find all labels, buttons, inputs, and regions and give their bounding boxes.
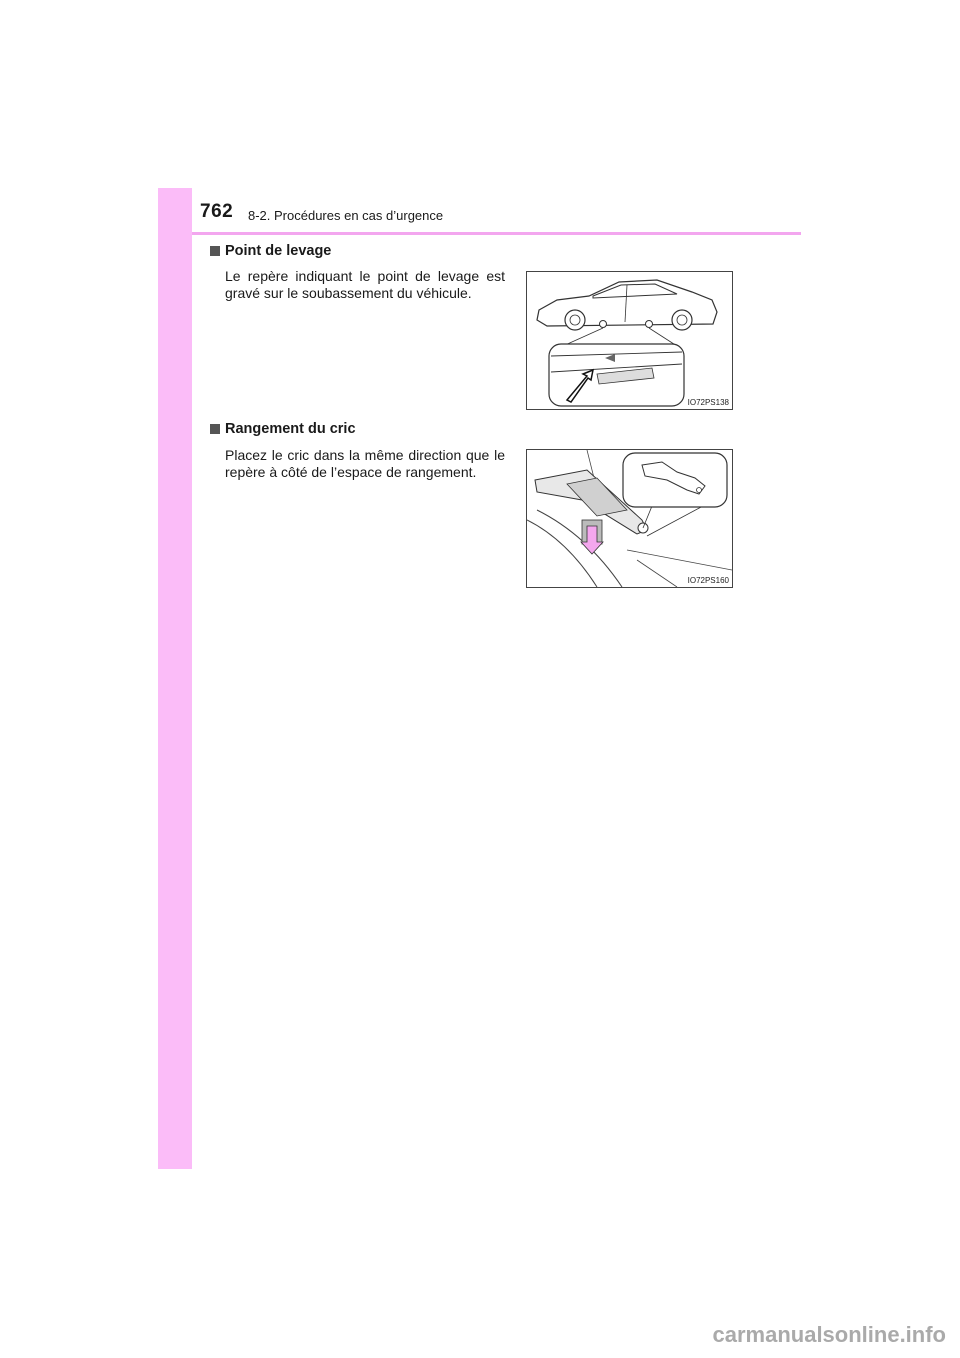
side-color-bar xyxy=(158,188,192,1169)
body-jack-storage: Placez le cric dans la même direction que le repère à côté de l’espace de rangement. xyxy=(225,447,505,480)
square-bullet-icon xyxy=(210,424,220,434)
body-jack-point: Le repère indiquant le point de levage est gravé sur le soubassement du véhicule. xyxy=(225,268,505,301)
page-number: 762 xyxy=(200,201,234,222)
figure-jack-point xyxy=(526,271,733,410)
figure-code: IO72PS138 xyxy=(687,398,729,407)
figure-jack-storage xyxy=(526,449,733,588)
section-title: 8-2. Procédures en cas d’urgence xyxy=(248,208,444,223)
square-bullet-icon xyxy=(210,246,220,256)
heading-jack-storage-label: Rangement du cric xyxy=(225,421,356,437)
heading-jack-storage xyxy=(210,421,356,437)
car-jack-point-illustration xyxy=(527,272,732,409)
header-rule xyxy=(192,232,801,235)
jack-storage-illustration xyxy=(527,450,732,587)
figure-code: IO72PS160 xyxy=(687,576,729,585)
heading-jack-point xyxy=(210,243,331,259)
watermark: carmanualsonline.info xyxy=(712,1322,946,1347)
heading-jack-point-label: Point de levage xyxy=(225,243,332,259)
